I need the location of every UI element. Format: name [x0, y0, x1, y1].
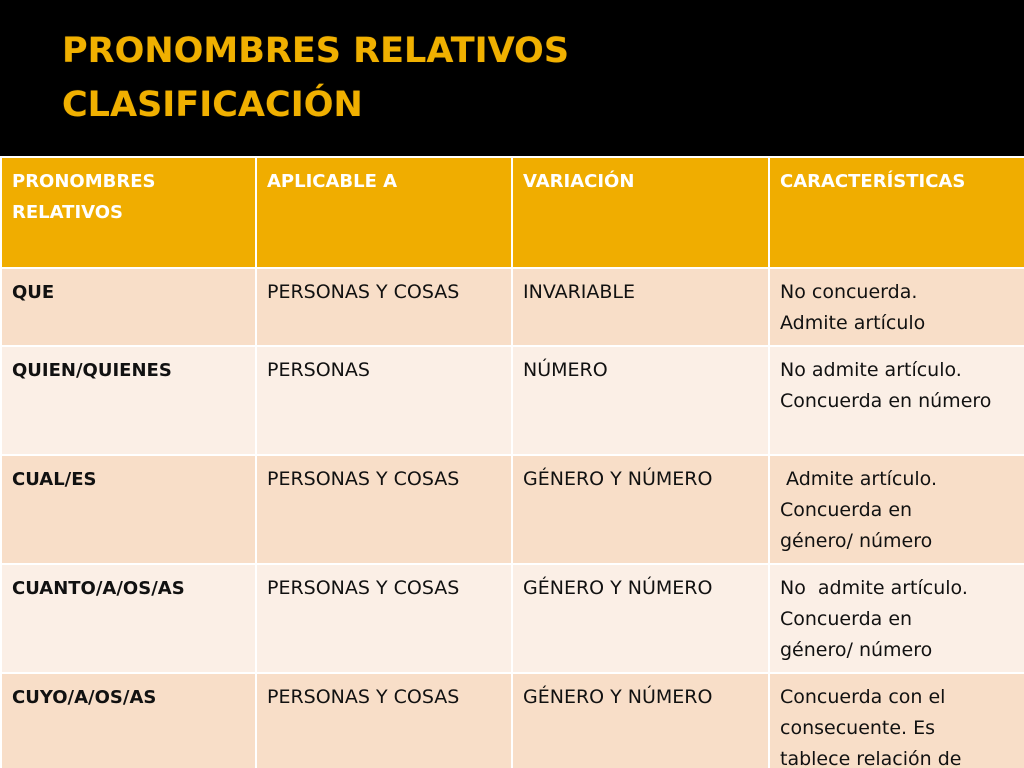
cell-characteristics: No admite artículo. Concuerda en género/ número [769, 564, 1024, 673]
cell-applicable: PERSONAS Y COSAS [256, 455, 512, 564]
cell-pronoun: QUIEN/QUIENES [1, 346, 256, 455]
slide-title-line-1: PRONOMBRES RELATIVOS [62, 31, 570, 71]
cell-applicable: PERSONAS [256, 346, 512, 455]
header-characteristics: CARACTERÍSTICAS [769, 157, 1024, 268]
cell-applicable: PERSONAS Y COSAS [256, 673, 512, 768]
cell-pronoun: QUE [1, 268, 256, 346]
table-header-row [1, 157, 1024, 268]
header-variation: VARIACIÓN [512, 157, 769, 268]
header-pronouns: PRONOMBRES RELATIVOS [1, 157, 256, 268]
cell-variation: GÉNERO Y NÚMERO [512, 455, 769, 564]
cell-pronoun: CUANTO/A/OS/AS [1, 564, 256, 673]
cell-pronoun: CUYO/A/OS/AS [1, 673, 256, 768]
cell-applicable: PERSONAS Y COSAS [256, 564, 512, 673]
table-row [1, 564, 1024, 673]
header-applicable: APLICABLE A [256, 157, 512, 268]
cell-variation: GÉNERO Y NÚMERO [512, 564, 769, 673]
table-row [1, 455, 1024, 564]
table-row [1, 673, 1024, 768]
slide-title [62, 24, 569, 132]
table-row [1, 346, 1024, 455]
table-row [1, 268, 1024, 346]
cell-applicable: PERSONAS Y COSAS [256, 268, 512, 346]
cell-characteristics: Concuerda con el consecuente. Es tablece relación de [769, 673, 1024, 768]
cell-characteristics: Admite artículo. Concuerda en género/ número [769, 455, 1024, 564]
cell-variation: INVARIABLE [512, 268, 769, 346]
cell-pronoun: CUAL/ES [1, 455, 256, 564]
cell-characteristics: No concuerda. Admite artículo [769, 268, 1024, 346]
cell-characteristics: No admite artículo. Concuerda en número [769, 346, 1024, 455]
cell-variation: NÚMERO [512, 346, 769, 455]
cell-variation: GÉNERO Y NÚMERO [512, 673, 769, 768]
relative-pronouns-table [0, 156, 1024, 768]
slide-title-line-2: CLASIFICACIÓN [62, 85, 363, 125]
